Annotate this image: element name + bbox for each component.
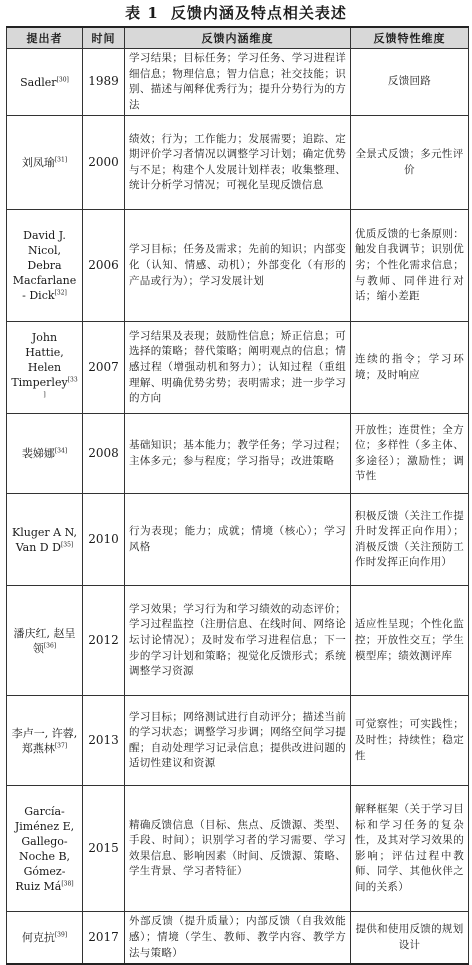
cell-year: 2007 [83, 322, 125, 414]
author-name: Sadler [20, 75, 57, 89]
cell-content: 学习目标；任务及需求；先前的知识；内部变化（认知、情感、动机）；外部变化（有形的产品或行为）；学习发展计划 [125, 210, 351, 322]
table-row [7, 786, 469, 912]
cell-content: 基础知识；基本能力；教学任务；学习过程；主体多元；参与程度；学习指导；改进策略 [125, 414, 351, 494]
cell-author [7, 586, 83, 696]
table-row [7, 322, 469, 414]
cell-year: 2008 [83, 414, 125, 494]
cell-feature: 全景式反馈；多元性评价 [351, 116, 469, 210]
cell-content: 行为表现；能力；成就；情境（核心）；学习风格 [125, 494, 351, 586]
cell-feature: 可觉察性；可实践性；及时性；持续性；稳定性 [351, 696, 469, 786]
reference-number: [30] [56, 76, 69, 84]
reference-number: [33] [43, 376, 78, 399]
table-row [7, 586, 469, 696]
cell-author [7, 494, 83, 586]
cell-feature: 解释框架（关于学习目标和学习任务的复杂性，及其对学习效果的影响；评估过程中教师、同学、其他伙伴之间的关系） [351, 786, 469, 912]
cell-feature: 开放性；连贯性；全方位；多样性（多主体、多途径）；激励性；调节性 [351, 414, 469, 494]
reference-number: [36] [43, 642, 57, 650]
author-name: 裴娣娜 [21, 447, 55, 461]
table-row [7, 696, 469, 786]
cell-content: 外部反馈（提升质量）；内部反馈（自我效能感）；情境（学生、教师、教学内容、教学方法与策略） [125, 912, 351, 964]
cell-year: 2006 [83, 210, 125, 322]
table-body [7, 49, 469, 965]
author-name: David J. Nicol, Debra Macfarlane - Dick [12, 229, 77, 303]
cell-year: 2017 [83, 912, 125, 964]
cell-author [7, 49, 83, 116]
cell-content: 学习效果；学习行为和学习绩效的动态评价；学习过程监控（注册信息、在线时间、网络论坛讨论情况）；及时发布学习进程信息；下一步的学习计划和策略；视觉化反馈形式；系统调整学习资源 [125, 586, 351, 696]
table-row [7, 494, 469, 586]
cell-feature: 积极反馈（关注工作提升时发挥正向作用）；消极反馈（关注预防工作时发挥正向作用） [351, 494, 469, 586]
reference-number: [35] [60, 541, 74, 549]
author-name: John Hattie, Helen Timperley [11, 331, 68, 390]
cell-year: 2015 [83, 786, 125, 912]
reference-number: [31] [54, 156, 68, 164]
reference-number: [32] [54, 289, 67, 297]
reference-number: [37] [54, 742, 68, 750]
cell-feature: 优质反馈的七条原则：触发自我调节；识别优劣；个性化需求信息；与教师、同伴进行对话；缩小差距 [351, 210, 469, 322]
cell-author [7, 414, 83, 494]
cell-year: 2013 [83, 696, 125, 786]
cell-feature: 连续的指令；学习环境；及时响应 [351, 322, 469, 414]
header-year: 时间 [83, 27, 125, 49]
author-name: 潘庆红, 赵呈领 [13, 626, 76, 655]
cell-content: 精确反馈信息（目标、焦点、反馈源、类型、手段、时间）；识别学习者的学习需要、学习效果信息、影响因素（时间、反馈源、策略、学生背景、学习者特征） [125, 786, 351, 912]
author-name: 何克抗 [21, 931, 55, 945]
cell-feature: 反馈回路 [351, 49, 469, 116]
reference-number: [38] [61, 880, 74, 888]
cell-content: 学习目标；网络测试进行自动评分；描述当前的学习状态；调整学习步调；网络空间学习提醒；自动处理学习记录信息；提供改进问题的适切性建议和资源 [125, 696, 351, 786]
table-caption: 反馈内涵及特点相关表述 [170, 4, 347, 22]
table-row [7, 414, 469, 494]
table-number: 表 1 [125, 4, 159, 22]
table-row [7, 210, 469, 322]
table-row [7, 49, 469, 116]
header-row [7, 27, 469, 49]
cell-feature: 适应性呈现；个性化监控；开放性交互；学生模型库；绩效测评库 [351, 586, 469, 696]
table-row [7, 912, 469, 964]
cell-content: 学习结果及表现；鼓励性信息；矫正信息；可选择的策略；替代策略；阐明观点的信息；情感过程（增强动机和努力）；认知过程（重组理解、明确优势劣势；表明需求；进一步学习的方向 [125, 322, 351, 414]
cell-year: 2010 [83, 494, 125, 586]
cell-author [7, 210, 83, 322]
cell-content: 学习结果；目标任务；学习任务、学习进程详细信息；物理信息；智力信息；社交技能；识别、描述与阐释优秀行为；提升分势行为的方法 [125, 49, 351, 116]
header-content: 反馈内涵维度 [125, 27, 351, 49]
cell-content: 绩效；行为；工作能力；发展需要；追踪、定期评价学习者情况以调整学习计划；确定优势与不足；构建个人发展计划样表；收集整理、统计分析学习情况；可视化呈现反馈信息 [125, 116, 351, 210]
cell-author [7, 322, 83, 414]
author-name: 刘凤瑜 [21, 156, 55, 170]
header-author: 提出者 [7, 27, 83, 49]
feedback-table [6, 26, 469, 965]
cell-author [7, 786, 83, 912]
author-name: García- Jiménez E, Gallego- Noche B, Gómez- Ruiz Má [14, 804, 75, 893]
cell-author [7, 696, 83, 786]
author-name: 李卢一, 许蓉, 郑燕林 [11, 726, 78, 755]
header-feature: 反馈特性维度 [351, 27, 469, 49]
cell-year: 2000 [83, 116, 125, 210]
reference-number: [39] [54, 931, 68, 939]
table-title [0, 0, 472, 26]
reference-number: [34] [54, 447, 68, 455]
table-row [7, 116, 469, 210]
author-name: Kluger A N, Van D D [12, 525, 77, 554]
cell-feature: 提供和使用反馈的规划设计 [351, 912, 469, 964]
cell-year: 2012 [83, 586, 125, 696]
cell-author [7, 912, 83, 964]
cell-author [7, 116, 83, 210]
cell-year: 1989 [83, 49, 125, 116]
